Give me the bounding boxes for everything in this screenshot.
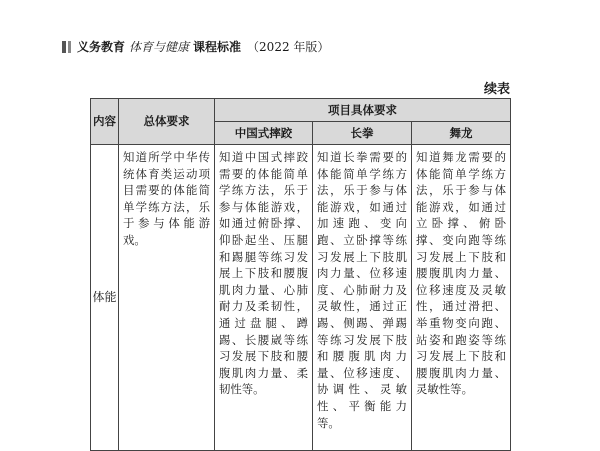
- header-general-requirement: 总体要求: [119, 99, 215, 145]
- cell-changquan: 知道长拳需要的体能简单学练方法，乐于参与体能游戏，如通过加速跑、变向跑、立卧撑等练习发展上下肢肌肉力量、位移速度、心肺耐力及灵敏性，通过正踢、侧踢、弹踢等练习发展下肢和腰腹肌肉力量、位移速度、协调性、灵敏性、平衡能力等。: [313, 145, 412, 451]
- header-content: 内容: [91, 99, 119, 145]
- header-standard: 课程标准: [193, 40, 242, 54]
- page-header: [62, 38, 329, 55]
- header-specific-requirement: 项目具体要求: [215, 99, 511, 122]
- requirements-table: [90, 98, 511, 451]
- header-prefix: 义务教育: [77, 40, 126, 54]
- cell-dragon-dance: 知道舞龙需要的体能简单学练方法，乐于参与体能游戏，如通过立卧撑、俯卧撑、变向跑等练习发展上下肢和腰腹肌肉力量、位移速度及灵敏性，通过滑把、举重物变向跑、站姿和跑姿等练习发展上下肢和腰腹肌肉力量、灵敏性等。: [412, 145, 511, 451]
- header-italic-title: 体育与健康: [129, 40, 190, 54]
- running-title: [77, 38, 329, 55]
- header-bars-ornament: [62, 41, 71, 53]
- cell-general: 知道所学中华传统体育类运动项目需要的体能简单学练方法，乐于参与体能游戏。: [119, 145, 215, 451]
- table-row: [91, 145, 511, 451]
- continued-label: 续表: [483, 82, 510, 97]
- header-edition: （2022 年版）: [247, 40, 330, 54]
- row-category: 体能: [91, 145, 119, 451]
- cell-wrestling: 知道中国式摔跤需要的体能简单学练方法，乐于参与体能游戏，如通过俯卧撑、仰卧起坐、压腿和踢腿等练习发展上下肢和腰腹肌肉力量、心肺耐力及柔韧性，通过盘腿、蹲踢、长腰崴等练习发展下肢和腰腹肌肉力量、柔韧性等。: [215, 145, 313, 451]
- header-wrestling: 中国式摔跤: [215, 122, 313, 145]
- header-changquan: 长拳: [313, 122, 412, 145]
- header-dragon-dance: 舞龙: [412, 122, 511, 145]
